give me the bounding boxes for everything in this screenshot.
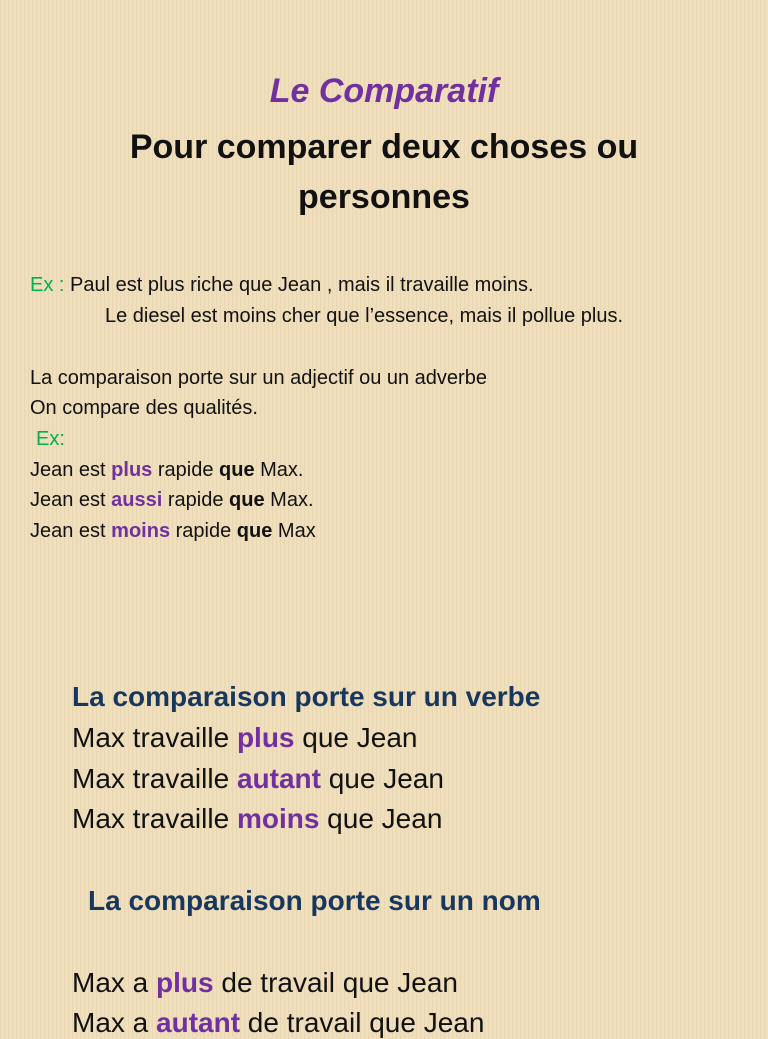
title-italic: Le Comparatif [269,72,499,110]
row-middle: rapide [152,459,220,481]
verb-section-heading: La comparaison porte sur un verbe [72,681,541,712]
que-word: que [219,459,255,481]
row-suffix: de travail que Jean [240,1007,485,1038]
comparison-keyword: plus [156,967,214,998]
row-suffix: Max. [264,489,314,511]
adjective-row [30,489,314,512]
comparison-keyword: moins [111,520,171,542]
example-line-2: Le diesel est moins cher que l’essence, mais il pollue plus. [105,305,624,327]
row-suffix: de travail que Jean [213,967,458,998]
row-prefix: Jean est [30,520,112,542]
row-prefix: Max a [72,1007,157,1038]
row-prefix: Max travaille [72,763,237,794]
comparison-keyword: autant [156,1007,241,1038]
row-prefix: Jean est [30,459,112,481]
row-prefix: Max travaille [72,722,237,753]
adjective-ex-label: Ex: [36,428,65,450]
example-text-1: Paul est plus riche que Jean , mais il travaille moins. [64,274,534,296]
comparison-keyword: moins [236,803,320,834]
comparison-keyword: aussi [111,489,163,511]
que-word: que [236,520,273,542]
row-suffix: que Jean [319,803,443,834]
comparison-keyword: plus [236,722,295,753]
comparison-keyword: plus [111,459,153,481]
comparison-keyword: autant [236,763,321,794]
que-word: que [229,489,265,511]
verb-row [72,722,418,754]
row-suffix: que Jean [320,763,444,794]
adjective-row [30,520,316,543]
page-title [0,122,768,222]
noun-row [72,1007,484,1039]
row-prefix: Jean est [30,489,112,511]
noun-section-heading: La comparaison porte sur un nom [88,885,541,916]
row-middle: rapide [170,520,237,542]
row-middle: rapide [162,489,230,511]
row-prefix: Max a [72,967,157,998]
title-line-1: Pour comparer deux choses ou [129,128,639,166]
row-prefix: Max travaille [72,803,237,834]
adjective-line-2: On compare des qualités. [30,397,258,419]
example-line-1 [30,274,534,297]
verb-row [72,763,444,795]
row-suffix: que Jean [294,722,418,753]
title-line-2: personnes [298,178,470,216]
noun-row [72,967,458,999]
adjective-row [30,459,303,482]
adjective-line-1: La comparaison porte sur un adjectif ou un adverbe [30,367,487,389]
ex-label: Ex : [30,274,65,296]
row-suffix: Max [272,520,316,542]
verb-row [72,803,442,835]
row-suffix: Max. [254,459,304,481]
